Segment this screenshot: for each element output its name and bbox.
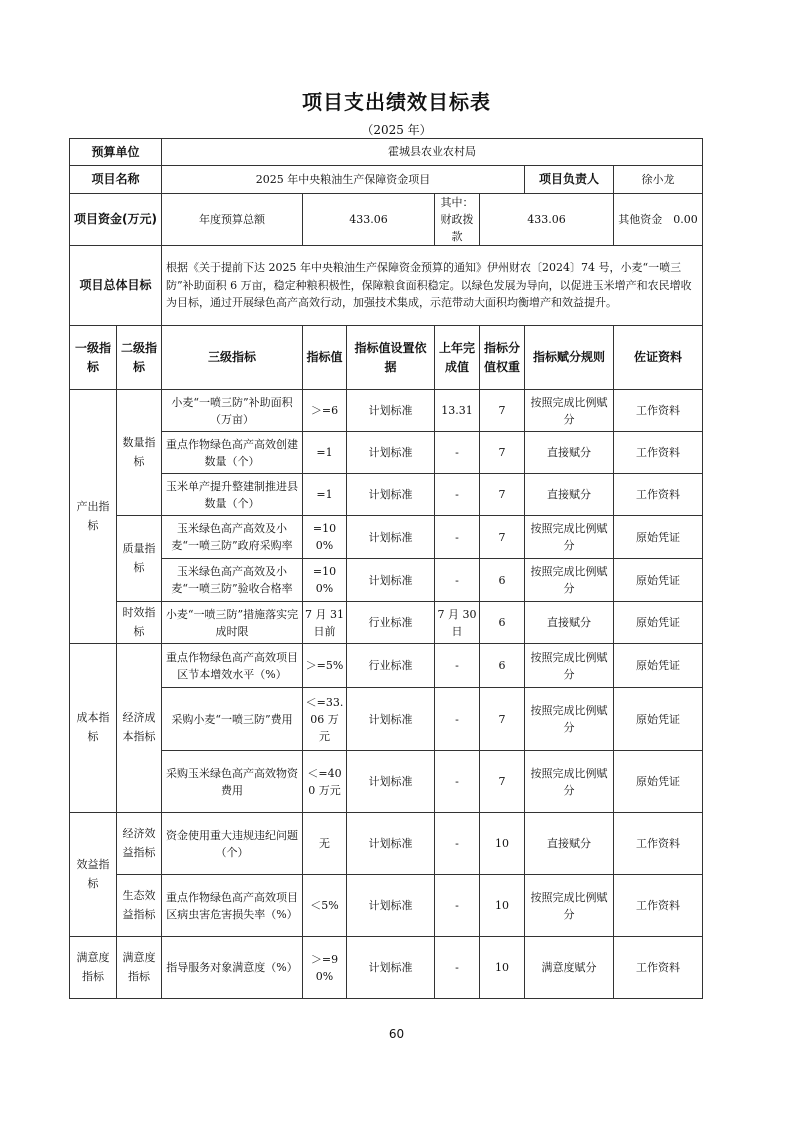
row-last: 13.31 <box>435 390 480 432</box>
group-timeliness: 时效指标 <box>117 602 162 644</box>
row-last: - <box>435 516 480 559</box>
row-evidence: 工作资料 <box>614 474 703 516</box>
row-basis: 计划标准 <box>347 559 435 602</box>
page-number: 60 <box>388 1027 405 1041</box>
row-weight: 6 <box>480 644 525 688</box>
row-value: =1 <box>303 474 347 516</box>
header-value: 指标值 <box>303 326 347 390</box>
group-cost: 成本指标 <box>70 644 117 813</box>
header-level2: 二级指标 <box>117 326 162 390</box>
row-rule: 按照完成比例赋分 <box>525 516 614 559</box>
performance-table <box>69 138 703 999</box>
row-weight: 10 <box>480 813 525 875</box>
group-quality: 质量指标 <box>117 516 162 602</box>
row-evidence: 原始凭证 <box>614 516 703 559</box>
row-basis: 计划标准 <box>347 751 435 813</box>
other-funds-label: 其他资金 <box>618 213 663 227</box>
table-row <box>70 875 703 937</box>
row-value: =100% <box>303 559 347 602</box>
row-evidence: 工作资料 <box>614 390 703 432</box>
project-lead-label: 项目负责人 <box>525 166 614 194</box>
table-row <box>70 474 703 516</box>
header-level3: 三级指标 <box>162 326 303 390</box>
row-last: - <box>435 559 480 602</box>
row-weight: 7 <box>480 516 525 559</box>
table-row <box>70 559 703 602</box>
row-evidence: 原始凭证 <box>614 559 703 602</box>
row-rule: 直接赋分 <box>525 474 614 516</box>
row-basis: 计划标准 <box>347 813 435 875</box>
row-evidence: 原始凭证 <box>614 688 703 751</box>
funds-label: 项目资金(万元) <box>70 194 162 246</box>
row-last: - <box>435 644 480 688</box>
year-subtitle: （2025 年） <box>361 123 432 137</box>
page-title: 项目支出绩效目标表 <box>302 90 491 114</box>
row-weight: 10 <box>480 875 525 937</box>
row-value: 无 <box>303 813 347 875</box>
budget-unit-label: 预算单位 <box>70 139 162 166</box>
row-rule: 直接赋分 <box>525 602 614 644</box>
fiscal-value: 433.06 <box>480 194 614 246</box>
row-weight: 10 <box>480 937 525 999</box>
annual-total-value: 433.06 <box>303 194 435 246</box>
row-last: - <box>435 813 480 875</box>
group-quantity: 数量指标 <box>117 390 162 516</box>
header-rule: 指标赋分规则 <box>525 326 614 390</box>
row-basis: 计划标准 <box>347 688 435 751</box>
table-row <box>70 751 703 813</box>
header-level1: 一级指标 <box>70 326 117 390</box>
table-row <box>70 688 703 751</box>
row-name: 玉米绿色高产高效及小麦“一喷三防”政府采购率 <box>162 516 303 559</box>
table-row <box>70 390 703 432</box>
row-evidence: 工作资料 <box>614 813 703 875</box>
budget-unit-value: 霍城县农业农村局 <box>162 139 703 166</box>
table-row <box>70 644 703 688</box>
row-weight: 6 <box>480 602 525 644</box>
annual-total-label: 年度预算总额 <box>162 194 303 246</box>
row-value: ＞=5% <box>303 644 347 688</box>
header-evidence: 佐证资料 <box>614 326 703 390</box>
table-row <box>70 813 703 875</box>
row-basis: 计划标准 <box>347 390 435 432</box>
goal-text: 根据《关于提前下达 2025 年中央粮油生产保障资金预算的通知》伊州财农〔2024〕74 号，小麦“一喷三防”补助面积 6 万亩，稳定种粮积极性，保障粮食面积稳定。以绿色发展为导向，以促进玉米增产和农民增收为目标，通过开展绿色高产高效行动，加强技术集成，示范带动大面积均衡增产和效益提升。 <box>162 246 703 326</box>
row-basis: 行业标准 <box>347 602 435 644</box>
other-funds-amount: 0.00 <box>673 213 698 227</box>
row-basis: 行业标准 <box>347 644 435 688</box>
group-econ-cost: 经济成本指标 <box>117 644 162 813</box>
row-evidence: 原始凭证 <box>614 602 703 644</box>
row-name: 重点作物绿色高产高效创建数量（个） <box>162 432 303 474</box>
row-weight: 7 <box>480 474 525 516</box>
row-evidence: 工作资料 <box>614 937 703 999</box>
row-name: 重点作物绿色高产高效项目区病虫害危害损失率（%） <box>162 875 303 937</box>
row-name: 玉米单产提升整建制推进县数量（个） <box>162 474 303 516</box>
row-name: 采购玉米绿色高产高效物资费用 <box>162 751 303 813</box>
row-name: 小麦“一喷三防”补助面积（万亩） <box>162 390 303 432</box>
row-rule: 按照完成比例赋分 <box>525 644 614 688</box>
row-evidence: 原始凭证 <box>614 751 703 813</box>
group-benefit: 效益指标 <box>70 813 117 937</box>
group-output: 产出指标 <box>70 390 117 644</box>
row-last: - <box>435 688 480 751</box>
row-basis: 计划标准 <box>347 474 435 516</box>
row-value: =100% <box>303 516 347 559</box>
row-weight: 7 <box>480 390 525 432</box>
row-weight: 7 <box>480 432 525 474</box>
table-row <box>70 432 703 474</box>
header-last: 上年完成值 <box>435 326 480 390</box>
row-rule: 按照完成比例赋分 <box>525 559 614 602</box>
row-value: ＞=6 <box>303 390 347 432</box>
row-last: 7 月 30 日 <box>435 602 480 644</box>
goal-label: 项目总体目标 <box>70 246 162 326</box>
row-last: - <box>435 937 480 999</box>
row-rule: 按照完成比例赋分 <box>525 751 614 813</box>
row-value: ＜=400 万元 <box>303 751 347 813</box>
group-eco-benefit: 生态效益指标 <box>117 875 162 937</box>
row-name: 玉米绿色高产高效及小麦“一喷三防”验收合格率 <box>162 559 303 602</box>
row-value: ＜=33.06 万元 <box>303 688 347 751</box>
row-name: 资金使用重大违规违纪问题（个） <box>162 813 303 875</box>
row-rule: 直接赋分 <box>525 432 614 474</box>
project-name-label: 项目名称 <box>70 166 162 194</box>
row-rule: 满意度赋分 <box>525 937 614 999</box>
row-name: 小麦“一喷三防”措施落实完成时限 <box>162 602 303 644</box>
fiscal-label: 其中：财政拨款 <box>435 194 480 246</box>
row-value: ＜5% <box>303 875 347 937</box>
row-rule: 按照完成比例赋分 <box>525 875 614 937</box>
table-row <box>70 516 703 559</box>
header-basis: 指标值设置依据 <box>347 326 435 390</box>
group-satisfaction-2: 满意度指标 <box>117 937 162 999</box>
row-evidence: 工作资料 <box>614 432 703 474</box>
table-row <box>70 602 703 644</box>
row-value: 7 月 31 日前 <box>303 602 347 644</box>
row-weight: 7 <box>480 751 525 813</box>
row-rule: 直接赋分 <box>525 813 614 875</box>
row-name: 重点作物绿色高产高效项目区节本增效水平（%） <box>162 644 303 688</box>
row-last: - <box>435 474 480 516</box>
row-last: - <box>435 875 480 937</box>
row-name: 采购小麦“一喷三防”费用 <box>162 688 303 751</box>
row-evidence: 原始凭证 <box>614 644 703 688</box>
project-name-value: 2025 年中央粮油生产保障资金项目 <box>162 166 525 194</box>
row-last: - <box>435 751 480 813</box>
other-funds-value <box>614 194 703 246</box>
header-weight: 指标分值权重 <box>480 326 525 390</box>
row-weight: 7 <box>480 688 525 751</box>
row-weight: 6 <box>480 559 525 602</box>
row-value: ＞=90% <box>303 937 347 999</box>
row-basis: 计划标准 <box>347 875 435 937</box>
row-basis: 计划标准 <box>347 432 435 474</box>
table-row <box>70 937 703 999</box>
project-lead-value: 徐小龙 <box>614 166 703 194</box>
row-rule: 按照完成比例赋分 <box>525 390 614 432</box>
row-last: - <box>435 432 480 474</box>
group-econ-benefit: 经济效益指标 <box>117 813 162 875</box>
row-basis: 计划标准 <box>347 516 435 559</box>
row-basis: 计划标准 <box>347 937 435 999</box>
row-rule: 按照完成比例赋分 <box>525 688 614 751</box>
row-name: 指导服务对象满意度（%） <box>162 937 303 999</box>
row-evidence: 工作资料 <box>614 875 703 937</box>
row-value: =1 <box>303 432 347 474</box>
group-satisfaction: 满意度指标 <box>70 937 117 999</box>
